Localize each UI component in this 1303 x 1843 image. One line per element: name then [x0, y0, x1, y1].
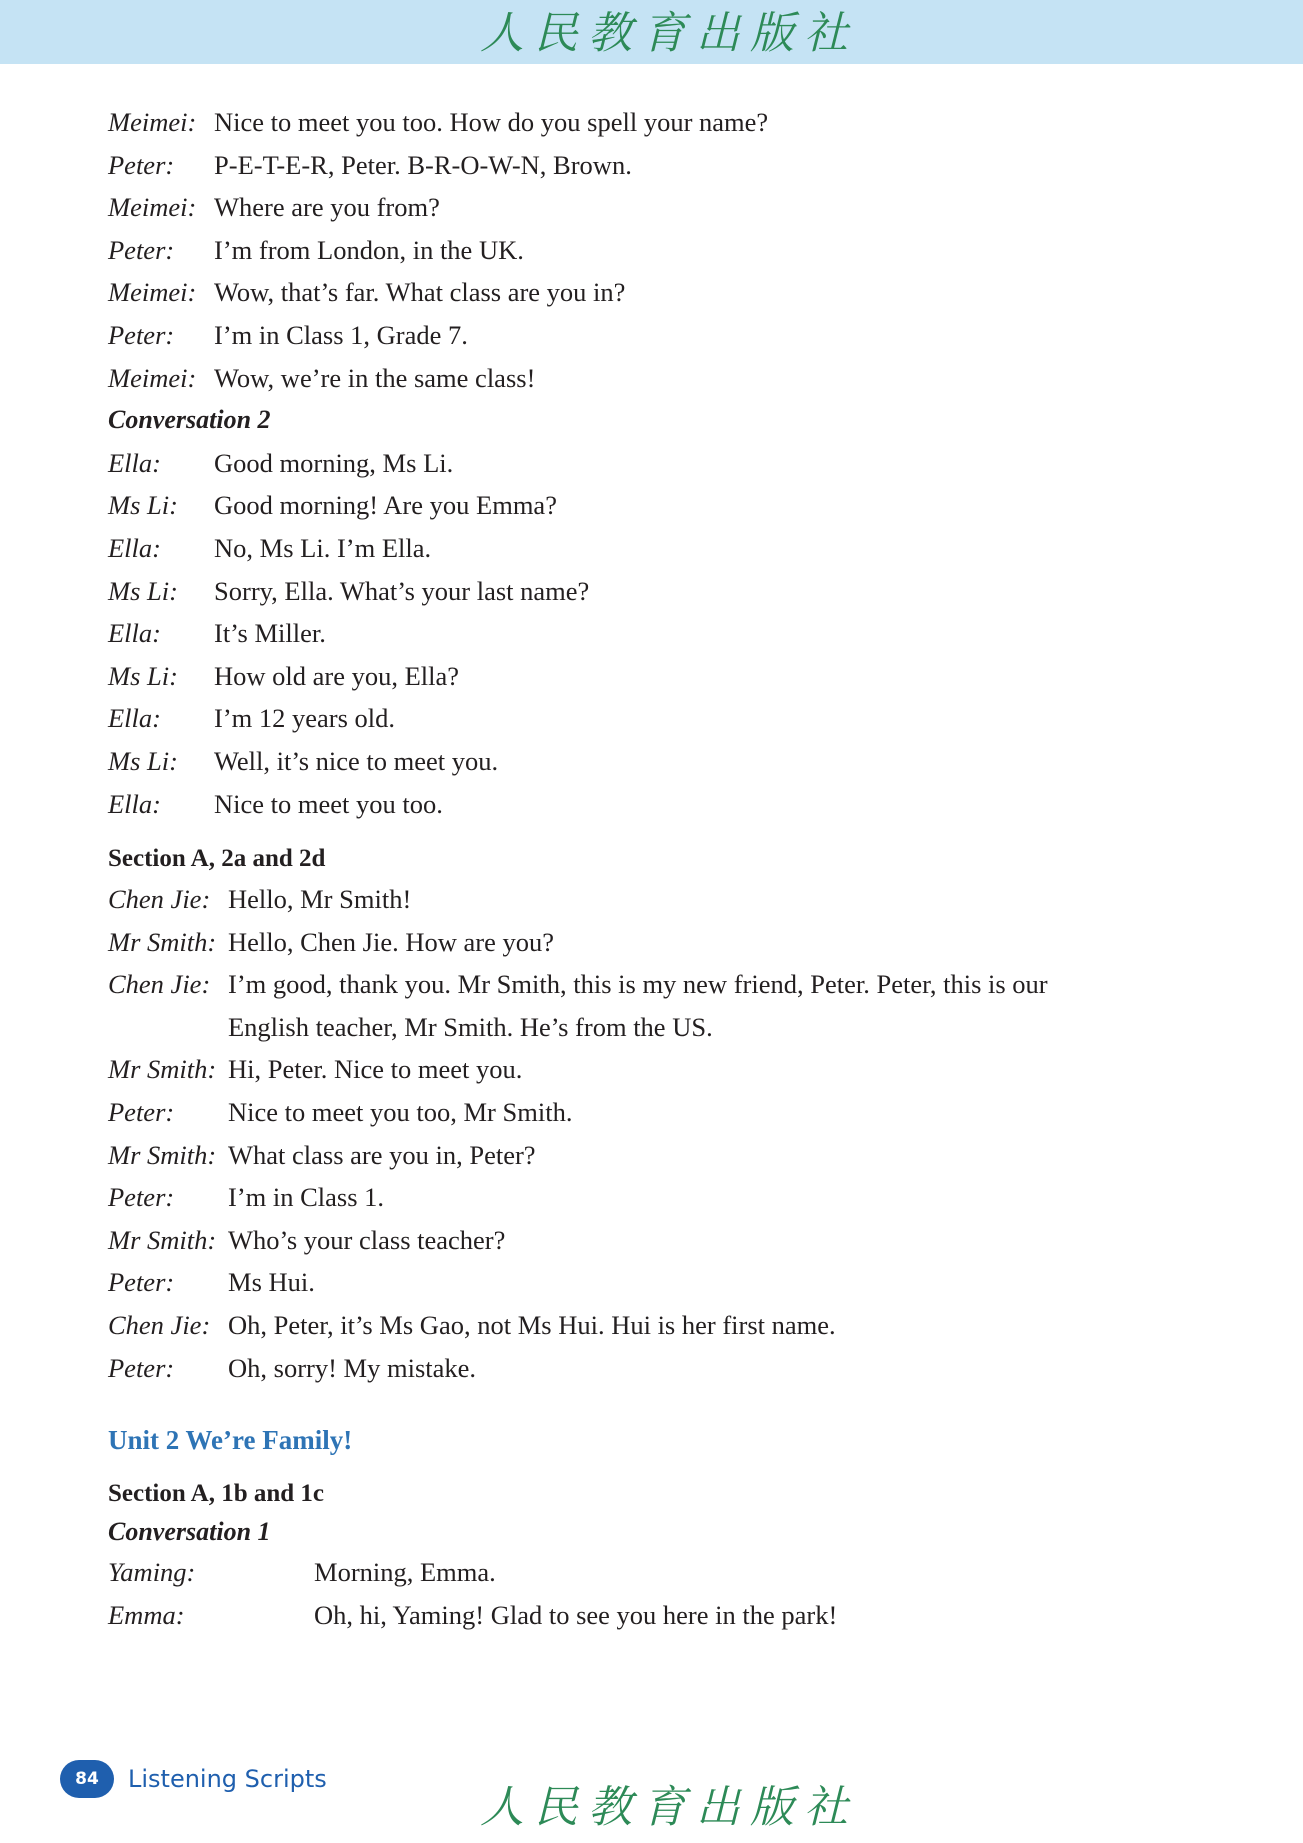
speaker-name: Ms Li: — [108, 660, 178, 691]
dialogue-line — [108, 1048, 1228, 1091]
speaker-name: Ms Li: — [108, 745, 178, 776]
section-spacer-2 — [108, 1461, 1228, 1475]
page-number-badge — [60, 1760, 114, 1798]
dialogue-line — [108, 144, 1228, 187]
speaker-name: Meimei: — [108, 107, 197, 137]
dialogue-line — [108, 1304, 1228, 1347]
conversation-1-heading-row — [108, 1513, 1228, 1551]
dialogue-text: Good morning! Are you Emma? — [214, 490, 557, 521]
speaker-name: Mr Smith: — [108, 926, 217, 957]
dialogue-line — [108, 1219, 1228, 1262]
speaker-name: Ms Li: — [108, 575, 178, 606]
unit-2-dialogue — [108, 1551, 1228, 1636]
dialogue-text: Wow, we’re in the same class! — [214, 362, 536, 393]
speaker-name: Chen Jie: — [108, 1310, 211, 1341]
dialogue-line — [108, 1091, 1228, 1134]
footer-publisher-logo — [470, 1776, 858, 1838]
speaker-name: Peter: — [108, 234, 175, 265]
dialogue-text: Hello, Chen Jie. How are you? — [228, 926, 555, 957]
dialogue-line — [108, 101, 1228, 144]
conversation-1-heading: Conversation 1 — [108, 1517, 271, 1547]
dialogue-text: Nice to meet you too. — [214, 788, 443, 819]
dialogue-text: What class are you in, Peter? — [228, 1139, 536, 1170]
dialogue-line — [108, 442, 1228, 485]
dialogue-line — [108, 783, 1228, 826]
speaker-name: Ms Li: — [108, 490, 178, 521]
dialogue-text: I’m in Class 1, Grade 7. — [214, 319, 468, 350]
speaker-name: Chen Jie: — [108, 884, 211, 915]
dialogue-text: Oh, hi, Yaming! Glad to see you here in the park! — [314, 1599, 838, 1630]
speaker-name: Peter: — [108, 1267, 175, 1298]
dialogue-text: P-E-T-E-R, Peter. B-R-O-W-N, Brown. — [214, 149, 632, 180]
speaker-name: Ella: — [108, 703, 161, 734]
listening-scripts-content — [108, 101, 1228, 1636]
dialogue-line — [108, 570, 1228, 613]
footer-publisher-logo-text: 人民教育出版社 — [480, 1782, 858, 1833]
dialogue-text: Morning, Emma. — [314, 1557, 496, 1588]
dialogue-line — [108, 697, 1228, 740]
dialogue-line — [108, 1134, 1228, 1177]
speaker-name: Ella: — [108, 788, 161, 819]
conversation-2-heading-row — [108, 399, 1228, 442]
footer-publisher-logo-graphic — [470, 1776, 858, 1838]
dialogue-text: Well, it’s nice to meet you. — [214, 745, 499, 776]
speaker-name: Meimei: — [108, 362, 197, 393]
dialogue-line — [108, 1261, 1228, 1304]
dialogue-text: No, Ms Li. I’m Ella. — [214, 532, 432, 563]
dialogue-line — [108, 612, 1228, 655]
dialogue-text: Hi, Peter. Nice to meet you. — [228, 1054, 523, 1085]
dialogue-line — [108, 1176, 1228, 1219]
dialogue-line — [108, 314, 1228, 357]
section-spacer — [108, 825, 1228, 840]
section-2a-dialogue — [108, 878, 1228, 1389]
dialogue-line — [108, 1594, 1228, 1637]
dialogue-text: Wow, that’s far. What class are you in? — [214, 277, 626, 308]
speaker-name: Chen Jie: — [108, 969, 211, 1000]
dialogue-line — [108, 1347, 1228, 1390]
speaker-name: Yaming: — [108, 1557, 196, 1588]
dialogue-line — [108, 740, 1228, 783]
dialogue-line — [108, 186, 1228, 229]
speaker-name: Meimei: — [108, 277, 197, 308]
dialogue-text: I’m from London, in the UK. — [214, 234, 524, 265]
dialogue-line — [108, 1551, 1228, 1594]
speaker-name: Ella: — [108, 447, 161, 478]
footer-section-title: Listening Scripts — [128, 1765, 327, 1793]
unit-spacer — [108, 1389, 1228, 1419]
section-1b-heading: Section A, 1b and 1c — [108, 1480, 325, 1508]
dialogue-text: Good morning, Ms Li. — [214, 447, 454, 478]
section-1b-heading-row — [108, 1475, 1228, 1513]
dialogue-line — [108, 921, 1228, 964]
dialogue-line — [108, 484, 1228, 527]
section-2a-heading-row — [108, 840, 1228, 878]
publisher-logo-text: 人民教育出版社 — [480, 8, 858, 59]
speaker-name: Mr Smith: — [108, 1224, 217, 1255]
speaker-name: Peter: — [108, 319, 175, 350]
dialogue-line — [108, 1006, 1228, 1049]
dialogue-line — [108, 229, 1228, 272]
speaker-name: Peter: — [108, 149, 175, 180]
page-number: 84 — [75, 1769, 99, 1789]
publisher-logo-graphic — [470, 2, 858, 64]
dialogue-line — [108, 271, 1228, 314]
dialogue-text: Where are you from? — [214, 192, 440, 223]
dialogue-text: Nice to meet you too, Mr Smith. — [228, 1097, 573, 1128]
dialogue-text: I’m 12 years old. — [214, 703, 396, 734]
speaker-name: Peter: — [108, 1352, 175, 1383]
dialogue-text: Ms Hui. — [228, 1267, 315, 1298]
dialogue-text: I’m in Class 1. — [228, 1182, 385, 1213]
dialogue-line — [108, 878, 1228, 921]
dialogue-text: I’m good, thank you. Mr Smith, this is my new friend, Peter. Peter, this is our — [228, 969, 1048, 1000]
speaker-name: Meimei: — [108, 192, 197, 223]
dialogue-text: Sorry, Ella. What’s your last name? — [214, 575, 590, 606]
speaker-name: Ella: — [108, 618, 161, 649]
dialogue-text: Hello, Mr Smith! — [228, 884, 412, 915]
conversation-1-dialogue — [108, 101, 1228, 399]
conversation-2-heading: Conversation 2 — [108, 405, 271, 435]
dialogue-text: Nice to meet you too. How do you spell your name? — [214, 107, 769, 137]
speaker-name: Mr Smith: — [108, 1139, 217, 1170]
dialogue-text: How old are you, Ella? — [214, 660, 460, 691]
dialogue-text: It’s Miller. — [214, 618, 326, 649]
dialogue-line — [108, 655, 1228, 698]
speaker-name: Peter: — [108, 1097, 175, 1128]
dialogue-line — [108, 527, 1228, 570]
speaker-name: Peter: — [108, 1182, 175, 1213]
speaker-name: Emma: — [108, 1599, 185, 1630]
dialogue-text: Who’s your class teacher? — [228, 1224, 506, 1255]
publisher-logo — [470, 2, 858, 64]
speaker-name: Mr Smith: — [108, 1054, 217, 1085]
speaker-name: Ella: — [108, 532, 161, 563]
dialogue-text: English teacher, Mr Smith. He’s from the US. — [228, 1011, 713, 1042]
dialogue-text: Oh, sorry! My mistake. — [228, 1352, 477, 1383]
unit-title-row — [108, 1419, 1228, 1461]
section-2a-heading: Section A, 2a and 2d — [108, 845, 326, 873]
dialogue-line — [108, 963, 1228, 1006]
conversation-2-dialogue — [108, 442, 1228, 825]
dialogue-text: Oh, Peter, it’s Ms Gao, not Ms Hui. Hui is her first name. — [228, 1310, 836, 1341]
unit-title: Unit 2 We’re Family! — [108, 1425, 353, 1456]
dialogue-line — [108, 357, 1228, 400]
